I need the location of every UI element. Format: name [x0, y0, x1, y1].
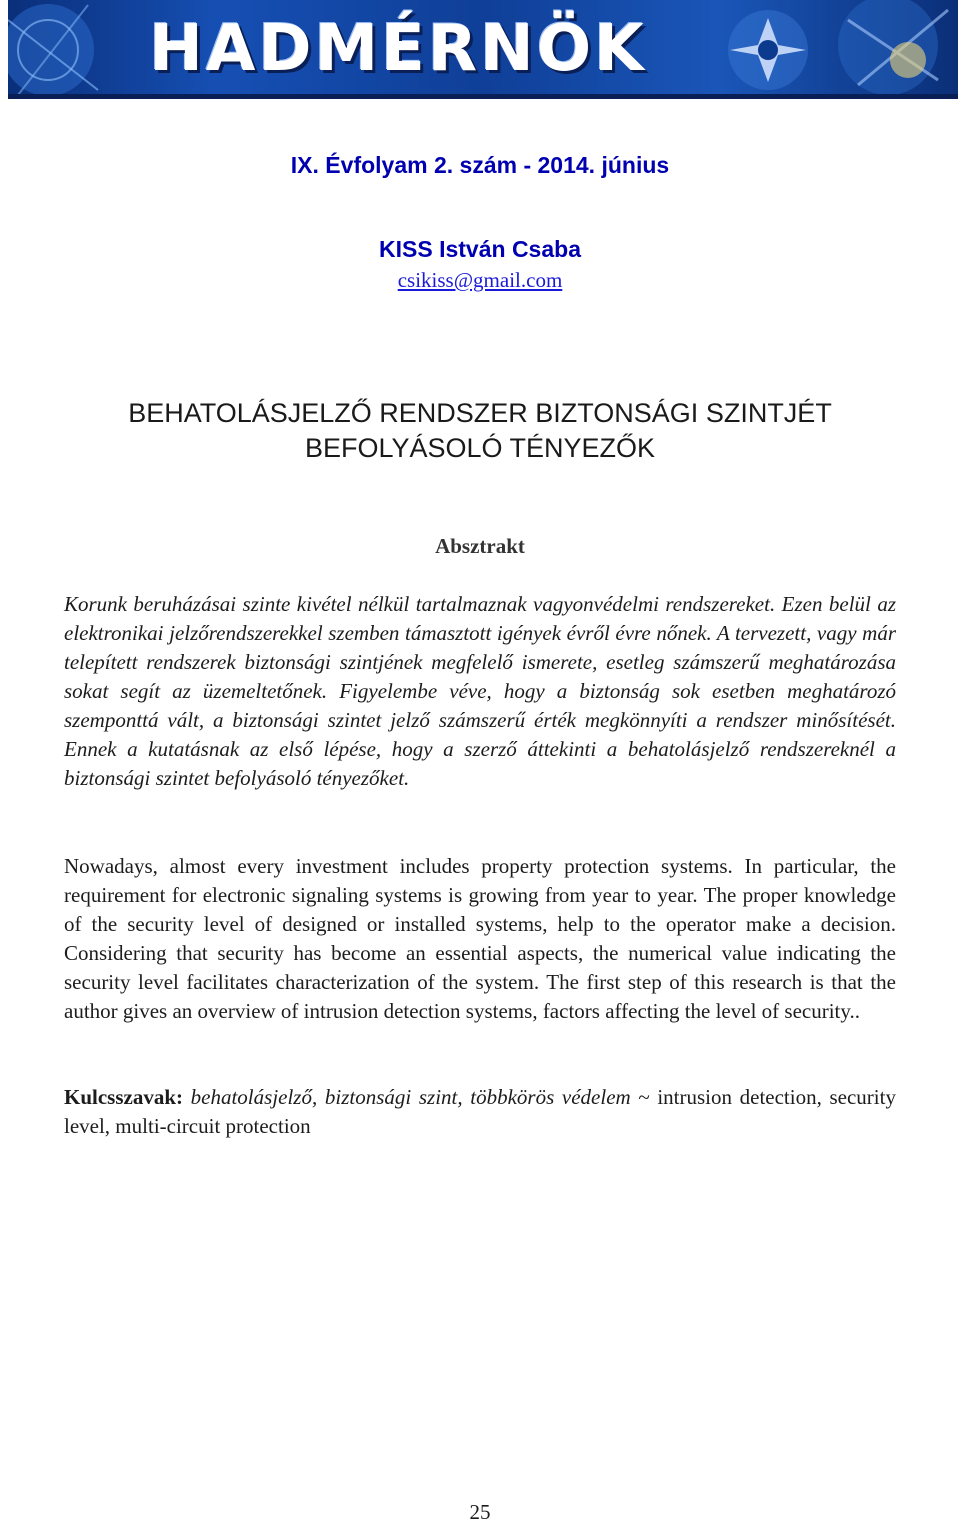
abstract-heading: Absztrakt [435, 534, 525, 558]
keywords [64, 1083, 896, 1141]
author-email-line [0, 268, 960, 293]
abstract-english: Nowadays, almost every investment includes property protection systems. In particular, the requirement for electronic signaling systems is growing from year to year. The proper knowledge of the security level of designed or installed systems, help to the operator make a decision. Considering that security has become an essential aspects, the numerical value indicating the security level facilitates characterization of the system. The first step of this research is that the author gives an overview of intrusion detection systems, factors affecting the level of security.. [64, 854, 896, 1023]
author-name: KISS István Csaba [379, 236, 581, 262]
page-number: 25 [469, 1500, 491, 1524]
author-email-link[interactable]: csikiss@gmail.com [397, 268, 563, 292]
paper-title [0, 396, 960, 466]
journal-banner [8, 0, 958, 99]
paper-title-line-2: BEFOLYÁSOLÓ TÉNYEZŐK [304, 433, 656, 463]
keywords-label: Kulcsszavak: [64, 1085, 184, 1109]
keywords-english: intrusion detection, security level, multi-circuit protection [64, 1085, 896, 1138]
paper-title-line-1: BEHATOLÁSJELZŐ RENDSZER BIZTONSÁGI SZINTJÉT [128, 398, 832, 428]
keywords-hungarian: behatolásjelző, biztonsági szint, többkörös védelem [190, 1085, 631, 1109]
issue-info: IX. Évfolyam 2. szám - 2014. június [290, 152, 670, 178]
abstract-hungarian: Korunk beruházásai szinte kivétel nélkül tartalmaznak vagyonvédelmi rendszereket. Ezen belül az elektronikai jelzőrendszerekkel szemben támasztott igények évről évre nőnek. A tervezett, vagy már telepített rendszerek biztonsági szintjének megfelelő ismerete, esetleg számszerű meghatározása sokat segít az üzemeltetőnek. Figyelembe véve, hogy a biztonság sok esetben meghatározó szemponttá vált, a biztonsági szintet jelző számszerű érték megkönnyíti a rendszer minősítését. Ennek a kutatásnak az első lépése, hogy a szerző áttekinti a behatolásjelző rendszereknél a biztonsági szintet befolyásoló tényezőket. [64, 592, 896, 790]
journal-logo-text: HADMÉRNÖK [149, 12, 647, 86]
keywords-separator: ~ [630, 1085, 658, 1109]
